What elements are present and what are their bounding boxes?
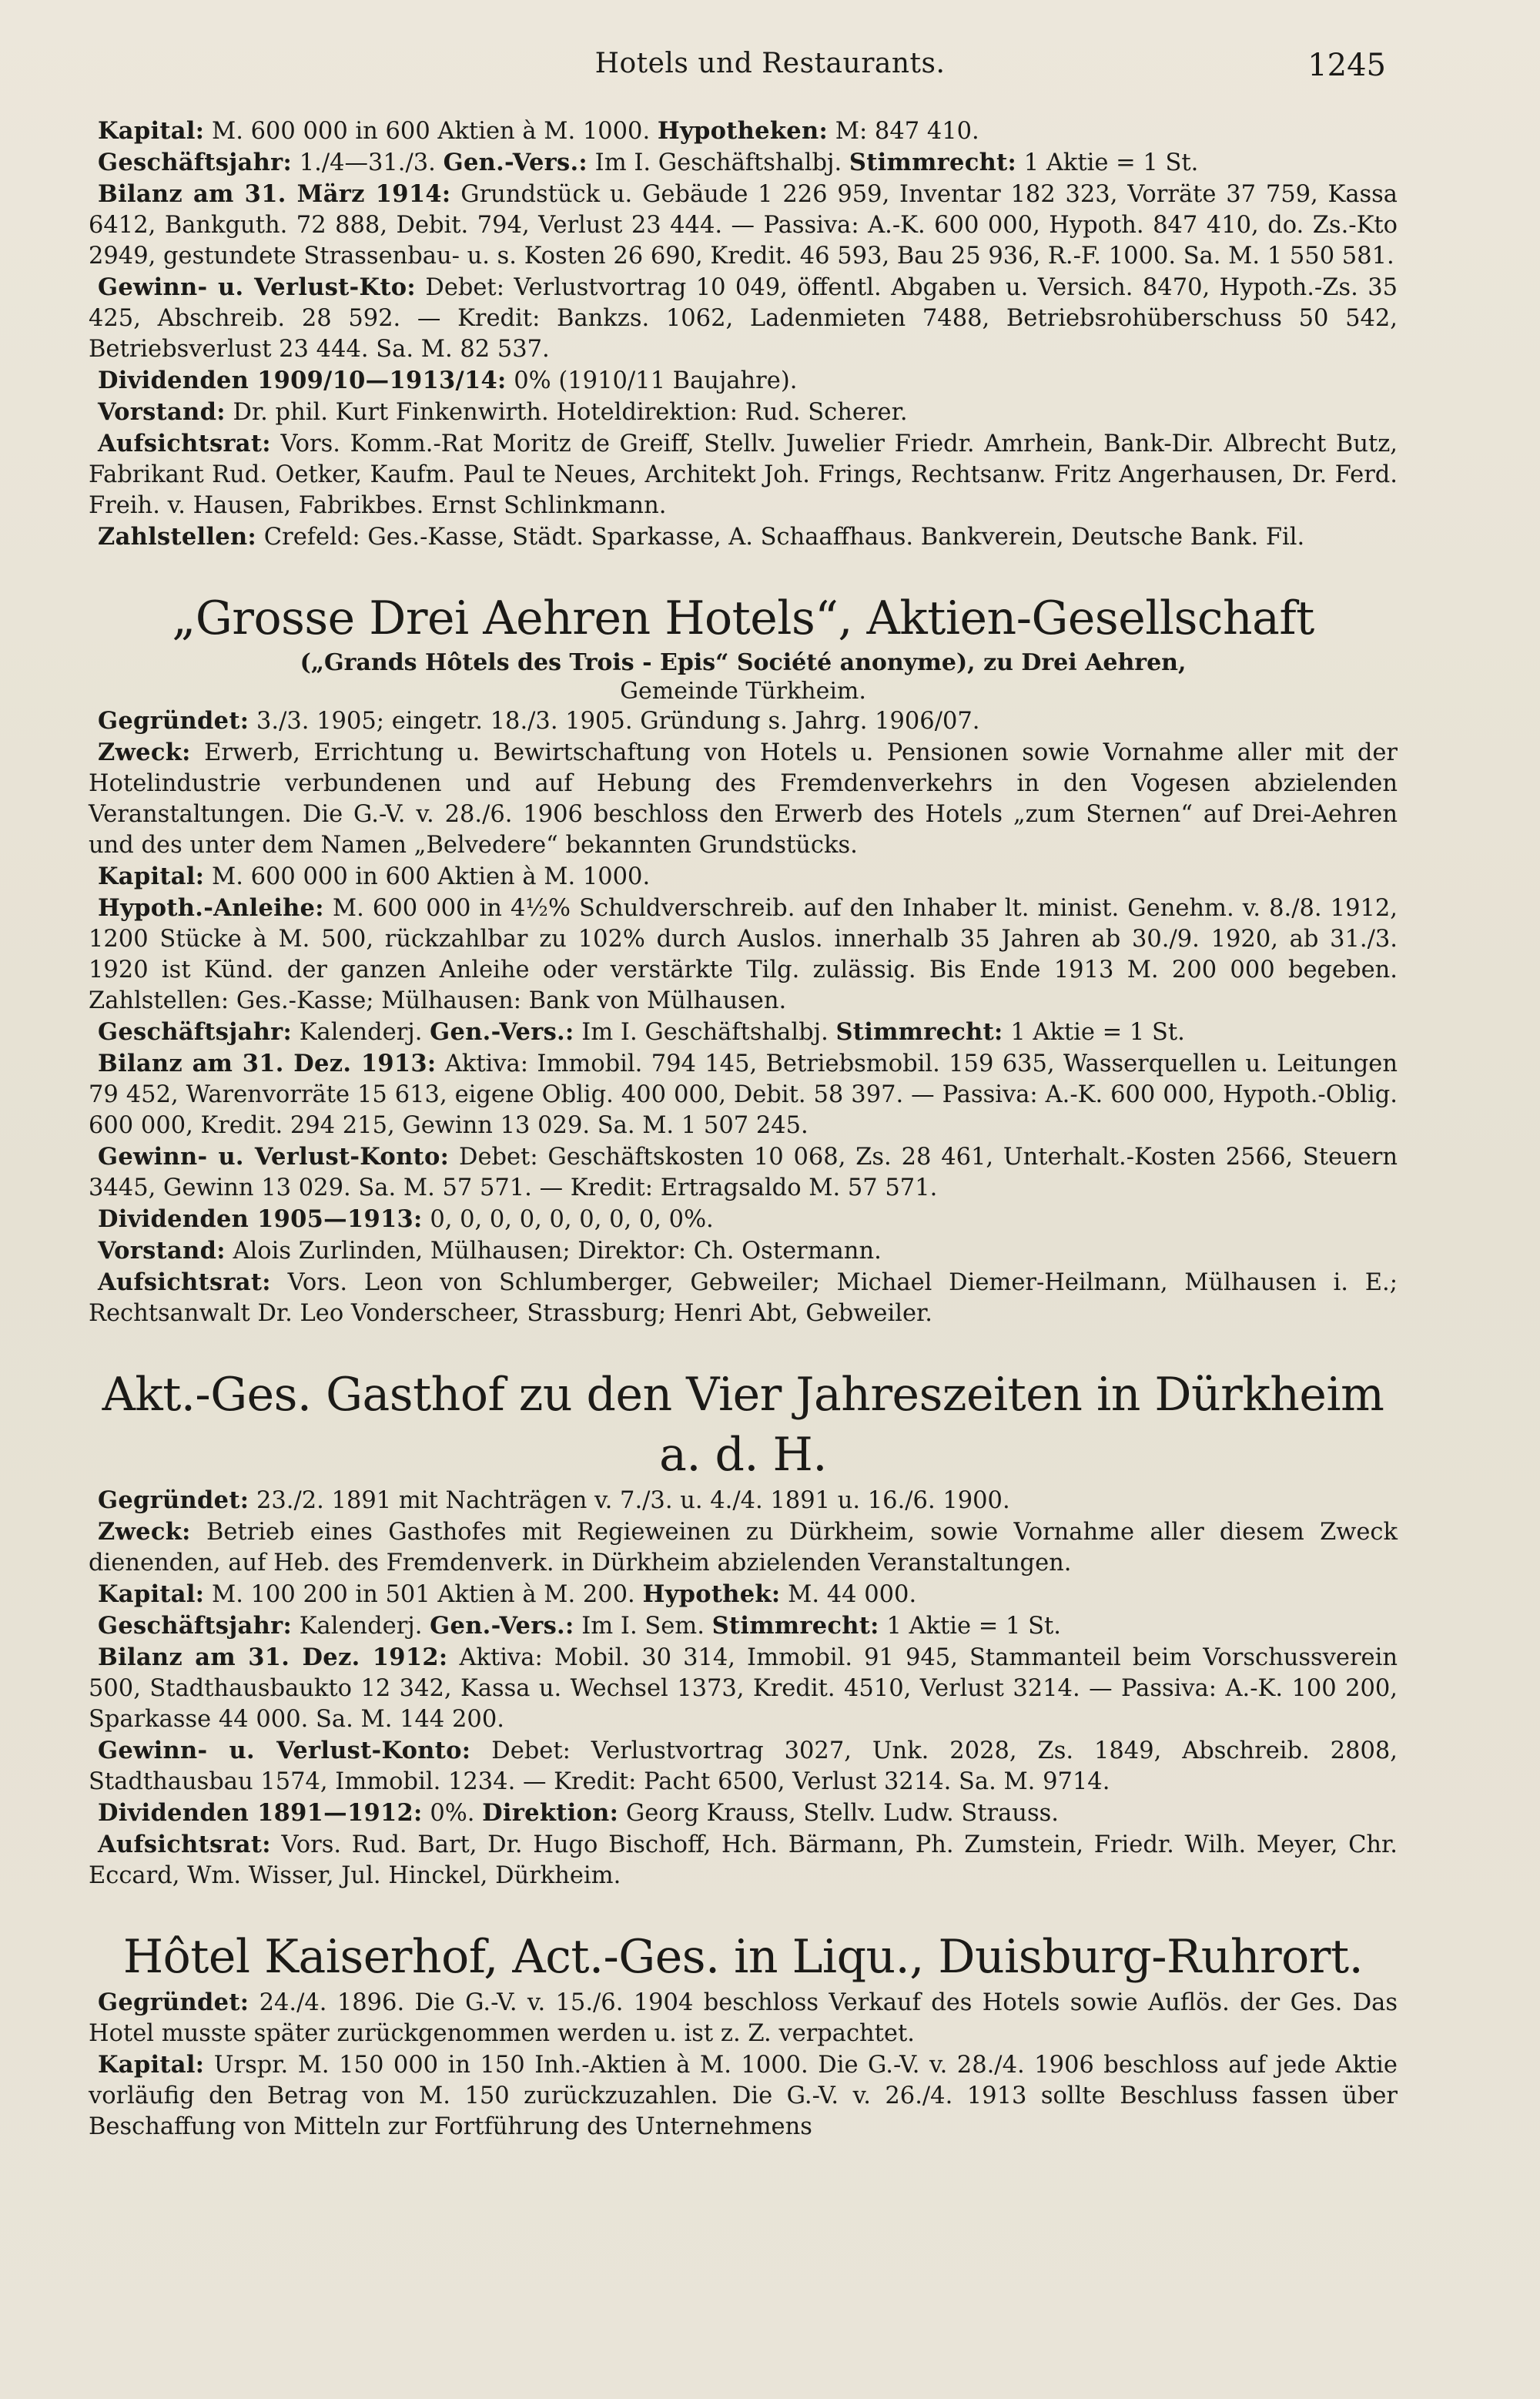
- field-label: Dividenden 1891—1912:: [98, 1799, 423, 1827]
- entry-paragraph: [89, 1642, 1398, 1735]
- field-label: Aufsichtsrat:: [98, 1831, 271, 1858]
- field-value: Grundstück u. Gebäude 1 226 959, Inventar 182 323, Vorräte 37 759, Kassa 6412, Bankguth. 72 888, Debit. 794, Verlust 23 444. — Passiva: A.-K. 600 000, Hypoth. 847 410, do. Zs.-Kto 2949, gestundete Strassenbau- u. s. Kosten 26 690, Kredit. 46 593, Bau 25 936, R.-F. 1000. Sa. M. 1 550 581.: [89, 181, 1398, 270]
- field-label: Bilanz am 31. Dez. 1913:: [98, 1050, 437, 1077]
- field-value: Im I. Sem.: [581, 1613, 705, 1640]
- field-label: Vorstand:: [98, 1237, 226, 1265]
- field-value: M. 44 000.: [788, 1581, 917, 1608]
- company-title: „Grosse Drei Aehren Hotels“, Aktien-Gesellschaft: [172, 591, 1314, 645]
- field-value: M. 100 200 in 501 Aktien à M. 200.: [211, 1581, 635, 1608]
- field-value: 1 Aktie = 1 St.: [886, 1613, 1061, 1640]
- field-label: Geschäftsjahr:: [98, 1018, 293, 1046]
- field-label: Gen.-Vers.:: [430, 1612, 574, 1640]
- field-label: Hypotheken:: [657, 117, 829, 145]
- field-label: Gen.-Vers.:: [430, 1018, 574, 1046]
- entry-paragraph: [89, 179, 1398, 272]
- entry-paragraph: [89, 1735, 1398, 1798]
- field-value: Aktiva: Mobil. 30 314, Immobil. 91 945, Stammanteil beim Vorschussverein 500, Stadthausbaukto 12 342, Kassa u. Wechsel 1373, Kredit. 4510, Verlust 3214. — Passiva: A.-K. 100 200, Sparkasse 44 000. Sa. M. 144 200.: [89, 1644, 1398, 1733]
- field-value: 1 Aktie = 1 St.: [1023, 149, 1199, 176]
- field-label: Gewinn- u. Verlust-Konto:: [98, 1143, 450, 1171]
- entry-paragraph: [89, 1579, 1398, 1610]
- field-label: Kapital:: [98, 117, 205, 145]
- field-value: Urspr. M. 150 000 in 150 Inh.-Aktien à M. 1000. Die G.-V. v. 28./4. 1906 beschloss auf jede Aktie vorläufig den Betrag von M. 150 zurückzuzahlen. Die G.-V. v. 26./4. 1913 sollte Beschluss fassen über Beschaffung von Mitteln zur Fortführung des Unternehmens: [89, 2052, 1398, 2140]
- field-value: 3./3. 1905; eingetr. 18./3. 1905. Gründung s. Jahrg. 1906/07.: [256, 708, 980, 735]
- field-value: 0% (1910/11 Baujahre).: [514, 367, 798, 394]
- field-value: Georg Krauss, Stellv. Ludw. Strauss.: [625, 1800, 1059, 1827]
- field-value: M: 847 410.: [835, 118, 979, 145]
- entry-paragraph: [89, 705, 1398, 737]
- field-value: Kalenderj.: [299, 1613, 423, 1640]
- field-label: Aufsichtsrat:: [98, 430, 271, 457]
- field-value: 1 Aktie = 1 St.: [1010, 1019, 1185, 1046]
- entry-paragraph: [89, 861, 1398, 893]
- field-label: Gewinn- u. Verlust-Kto:: [98, 273, 416, 301]
- company-title: Akt.-Ges. Gasthof zu den Vier Jahreszeiten in Dürkheim a. d. H.: [102, 1368, 1384, 1482]
- field-value: Im I. Geschäftshalbj.: [594, 149, 842, 176]
- content-column: [89, 116, 1398, 2143]
- field-label: Dividenden 1905—1913:: [98, 1205, 423, 1233]
- field-label: Gegründet:: [98, 1486, 249, 1514]
- field-value: Debet: Verlustvortrag 3027, Unk. 2028, Zs. 1849, Abschreib. 2808, Stadthausbau 1574, Immobil. 1234. — Kredit: Pacht 6500, Verlust 3214. Sa. M. 9714.: [89, 1737, 1398, 1795]
- entry-paragraph: [89, 1829, 1398, 1891]
- field-value: Vors. Leon von Schlumberger, Gebweiler; Michael Diemer-Heilmann, Mülhausen i. E.; Rechtsanwalt Dr. Leo Vonderscheer, Strassburg; Henri Abt, Gebweiler.: [89, 1269, 1398, 1327]
- page-header: [0, 48, 1540, 94]
- field-label: Stimmrecht:: [711, 1612, 879, 1640]
- page-number: 1245: [1307, 48, 1386, 83]
- company-entry: [89, 1365, 1398, 1891]
- company-entry: [89, 116, 1398, 553]
- field-label: Direktion:: [482, 1799, 619, 1827]
- field-value: Kalenderj.: [299, 1019, 423, 1046]
- entry-paragraph: [89, 1017, 1398, 1048]
- field-label: Kapital:: [98, 2051, 205, 2079]
- field-value: 24./4. 1896. Die G.-V. v. 15./6. 1904 beschloss Verkauf des Hotels sowie Auflös. der Ges. Das Hotel musste später zurückgenommen werden u. ist z. Z. verpachtet.: [89, 1989, 1398, 2047]
- field-label: Zweck:: [98, 739, 191, 766]
- company-title: Hôtel Kaiserhof, Act.-Ges. in Liqu., Duisburg-Ruhrort.: [122, 1930, 1364, 1984]
- field-label: Stimmrecht:: [835, 1018, 1003, 1046]
- entry-paragraph: [89, 1204, 1398, 1235]
- entry-paragraph: [89, 1267, 1398, 1329]
- field-value: Debet: Geschäftskosten 10 068, Zs. 28 461, Unterhalt.-Kosten 2566, Steuern 3445, Gewinn 13 029. Sa. M. 57 571. — Kredit: Ertragsaldo M. 57 571.: [89, 1144, 1398, 1201]
- field-label: Gewinn- u. Verlust-Konto:: [98, 1737, 471, 1764]
- field-label: Aufsichtsrat:: [98, 1268, 271, 1296]
- entry-paragraph: [89, 737, 1398, 861]
- field-value: 0%.: [430, 1800, 475, 1827]
- field-value: M. 600 000 in 4½% Schuldverschreib. auf den Inhaber lt. minist. Genehm. v. 8./8. 1912, 1200 Stücke à M. 500, rückzahlbar zu 102% durch Auslos. innerhalb 35 Jahren ab 30./9. 1920, ab 31./3. 1920 ist Künd. der ganzen Anleihe oder verstärkte Tilg. zulässig. Bis Ende 1913 M. 200 000 begeben. Zahlstellen: Ges.-Kasse; Mülhausen: Bank von Mülhausen.: [89, 895, 1398, 1014]
- field-value: Vors. Rud. Bart, Dr. Hugo Bischoff, Hch. Bärmann, Ph. Zumstein, Friedr. Wilh. Meyer, Chr. Eccard, Wm. Wisser, Jul. Hinckel, Dürkheim.: [89, 1831, 1398, 1889]
- entry-paragraph: [89, 521, 1398, 553]
- field-label: Stimmrecht:: [849, 149, 1017, 176]
- company-subtitle: („Grands Hôtels des Trois - Epis“ Société anonyme), zu Drei Aehren,: [300, 649, 1187, 676]
- field-value: Aktiva: Immobil. 794 145, Betriebsmobil. 159 635, Wasserquellen u. Leitungen 79 452, Warenvorräte 15 613, eigene Oblig. 400 000, Debit. 58 397. — Passiva: A.-K. 600 000, Hypoth.-Oblig. 600 000, Kredit. 294 215, Gewinn 13 029. Sa. M. 1 507 245.: [89, 1050, 1398, 1139]
- field-value: Im I. Geschäftshalbj.: [581, 1019, 829, 1046]
- entry-paragraph: [89, 1610, 1398, 1642]
- entry-paragraph: [89, 1141, 1398, 1204]
- field-label: Kapital:: [98, 863, 205, 890]
- field-label: Geschäftsjahr:: [98, 1612, 293, 1640]
- field-value: Erwerb, Errichtung u. Bewirtschaftung von Hotels u. Pensionen sowie Vornahme aller mit der Hotelindustrie verbundenen und auf Hebung des Fremdenverkehrs in den Vogesen abzielenden Veranstaltungen. Die G.-V. v. 28./6. 1906 beschloss den Erwerb des Hotels „zum Sternen“ auf Drei-Aehren und des unter dem Namen „Belvedere“ bekannten Grundstücks.: [89, 739, 1398, 859]
- entry-paragraph: [89, 116, 1398, 147]
- field-label: Bilanz am 31. Dez. 1912:: [98, 1643, 448, 1671]
- field-value: Dr. phil. Kurt Finkenwirth. Hoteldirektion: Rud. Scherer.: [233, 399, 908, 426]
- field-value: Alois Zurlinden, Mülhausen; Direktor: Ch. Ostermann.: [233, 1238, 882, 1265]
- entry-paragraph: [89, 428, 1398, 521]
- entry-paragraph: [89, 1987, 1398, 2049]
- entry-paragraph: [89, 1516, 1398, 1579]
- field-value: Crefeld: Ges.-Kasse, Städt. Sparkasse, A. Schaaffhaus. Bankverein, Deutsche Bank. Fil.: [263, 524, 1305, 551]
- field-value: Vors. Komm.-Rat Moritz de Greiff, Stellv. Juwelier Friedr. Amrhein, Bank-Dir. Albrecht Butz, Fabrikant Rud. Oetker, Kaufm. Paul te Neues, Architekt Joh. Frings, Rechtsanw. Fritz Angerhausen, Dr. Ferd. Freih. v. Hausen, Fabrikbes. Ernst Schlinkmann.: [89, 431, 1398, 519]
- field-value: M. 600 000 in 600 Aktien à M. 1000.: [211, 118, 651, 145]
- field-value: 0, 0, 0, 0, 0, 0, 0, 0, 0%.: [430, 1206, 714, 1233]
- field-label: Kapital:: [98, 1580, 205, 1608]
- field-label: Hypothek:: [642, 1580, 781, 1608]
- field-label: Zahlstellen:: [98, 523, 257, 551]
- field-label: Vorstand:: [98, 398, 226, 426]
- entry-paragraph: [89, 1798, 1398, 1829]
- field-value: M. 600 000 in 600 Aktien à M. 1000.: [211, 863, 651, 890]
- field-label: Geschäftsjahr:: [98, 149, 293, 176]
- field-value: Betrieb eines Gasthofes mit Regieweinen zu Dürkheim, sowie Vornahme aller diesem Zweck dienenden, auf Heb. des Fremdenverk. in Dürkheim abzielenden Veranstaltungen.: [89, 1519, 1398, 1576]
- entry-paragraph: [89, 365, 1398, 397]
- field-label: Gegründet:: [98, 707, 249, 735]
- entry-paragraph: [89, 893, 1398, 1017]
- running-title: Hotels und Restaurants.: [594, 48, 946, 79]
- field-label: Bilanz am 31. März 1914:: [98, 180, 451, 208]
- entry-paragraph: [89, 1048, 1398, 1141]
- field-value: 1./4—31./3.: [299, 149, 436, 176]
- entry-paragraph: [89, 147, 1398, 179]
- field-label: Hypoth.-Anleihe:: [98, 894, 324, 922]
- entry-paragraph: [89, 1485, 1398, 1516]
- field-label: Zweck:: [98, 1518, 191, 1546]
- company-entry: [89, 588, 1398, 1329]
- field-value: Debet: Verlustvortrag 10 049, öffentl. Abgaben u. Versich. 8470, Hypoth.-Zs. 35 425, Abschreib. 28 592. — Kredit: Bankzs. 1062, Ladenmieten 7488, Betriebsrohüberschuss 50 542, Betriebsverlust 23 444. Sa. M. 82 537.: [89, 274, 1398, 363]
- company-entry: [89, 1927, 1398, 2143]
- field-label: Gen.-Vers.:: [443, 149, 588, 176]
- entry-paragraph: [89, 397, 1398, 428]
- entry-paragraph: [89, 2049, 1398, 2143]
- company-location: Gemeinde Türkheim.: [620, 678, 866, 705]
- field-value: 23./2. 1891 mit Nachträgen v. 7./3. u. 4./4. 1891 u. 16./6. 1900.: [256, 1487, 1010, 1514]
- field-label: Gegründet:: [98, 1989, 249, 2016]
- entry-paragraph: [89, 1235, 1398, 1267]
- field-label: Dividenden 1909/10—1913/14:: [98, 367, 507, 394]
- entry-paragraph: [89, 272, 1398, 365]
